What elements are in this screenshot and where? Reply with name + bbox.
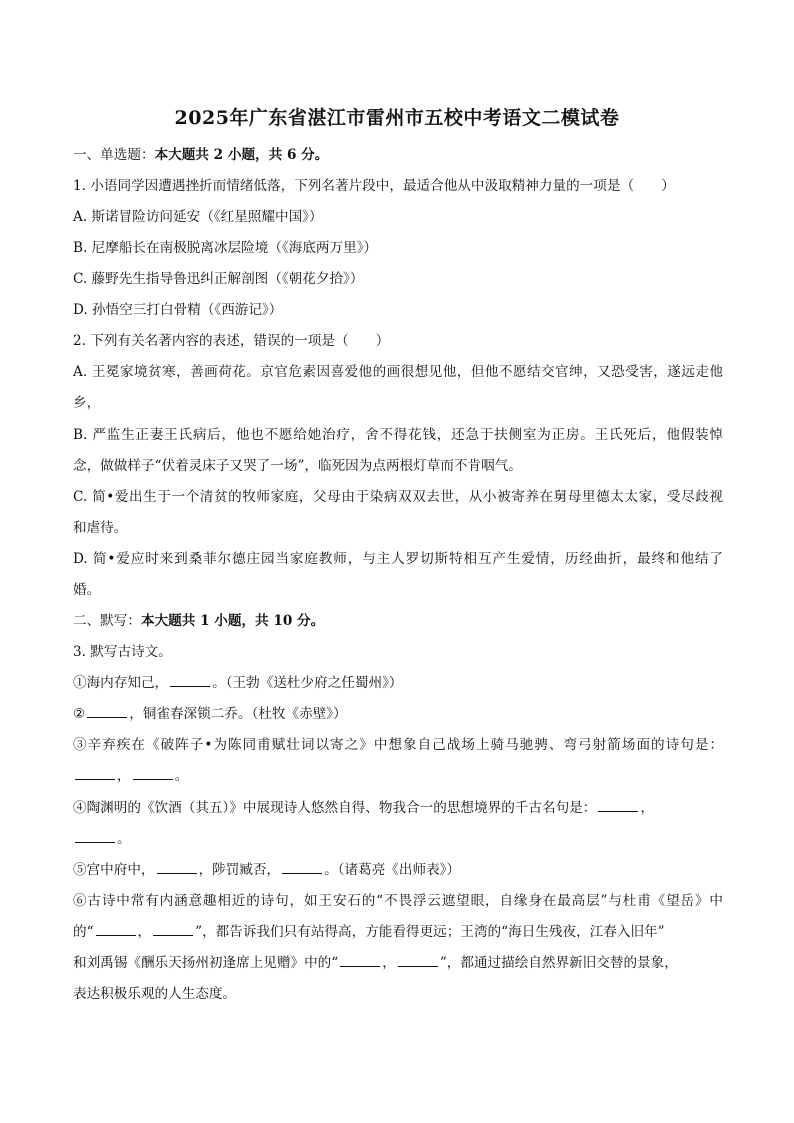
text: ，铜雀春深锁二乔。（杜牧《赤壁》） — [129, 706, 347, 722]
text: ② — [73, 706, 86, 722]
answer-blank[interactable] — [96, 923, 136, 936]
section-info: 本大题共 2 小题，共 6 分。 — [154, 147, 329, 163]
text: 。（诸葛亮《出师表》） — [324, 862, 461, 878]
text: ”，都通过描绘自然界新旧交替的景象， — [439, 955, 678, 971]
q2-option-a-line1: A. 王冕家境贫寒，善画荷花。京官危素因喜爱他的画很想见他，但他不愿结交官绅，又恐受害，遂远走他 — [73, 364, 723, 380]
text: ④陶渊明的《饮酒（其五）》中展现诗人悠然自得、物我合一的思想境界的千古名句是： — [73, 800, 597, 816]
q3-item-6-line2 — [73, 923, 723, 941]
q3-item-2 — [73, 705, 723, 723]
q3-item-6-line1: ⑥古诗中常有内涵意趣相近的诗句，如王安石的“不畏浮云遮望眼，自缘身在最高层”与杜甫《望岳》中 — [73, 893, 723, 909]
q3-item-4-line1 — [73, 799, 723, 817]
text: ， — [382, 955, 396, 971]
text: ①海内存知己， — [73, 675, 169, 691]
q2-option-a-line2: 乡， — [73, 395, 101, 411]
text: 。 — [117, 831, 131, 847]
section-heading-dictation — [73, 612, 723, 630]
answer-blank[interactable] — [170, 674, 210, 687]
answer-blank[interactable] — [282, 861, 322, 874]
section-info: 本大题共 1 小题，共 10 分。 — [140, 613, 325, 629]
q2-option-b-line1: B. 严监生正妻王氏病后，他也不愿给她治疗，舍不得花钱，还急于扶侧室为正房。王氏死后，他假装悼 — [73, 427, 723, 443]
text: 。（王勃《送杜少府之任蜀州》） — [212, 675, 403, 691]
q3-item-6-line4: 表达积极乐观的人生态度。 — [73, 986, 237, 1002]
question-1-stem: 1. 小语同学因遭遇挫折而情绪低落，下列名著片段中，最适合他从中汲取精神力量的一项是（ ） — [73, 178, 675, 194]
text: ， — [640, 800, 654, 816]
text: ， — [117, 768, 131, 784]
q3-item-3-line1: ③辛弃疾在《破阵子•为陈同甫赋壮词以寄之》中想象自己战场上骑马驰骋、弯弓射箭场面的诗句是： — [73, 737, 723, 753]
q2-option-b-line2: 念，做做样子“伏着灵床子又哭了一场”，临死因为点两根灯草而不肯咽气。 — [73, 458, 522, 474]
answer-blank[interactable] — [75, 830, 115, 843]
text: ， — [137, 924, 152, 940]
q3-item-5 — [73, 861, 723, 879]
q2-option-d-line2: 婚。 — [73, 582, 101, 598]
q1-option-c: C. 藤野先生指导鲁迅纠正解剖图（《朝花夕拾》） — [73, 271, 364, 287]
q1-option-b: B. 尼摩船长在南极脱离冰层险境（《海底两万里》） — [73, 240, 378, 256]
q3-item-3-line2 — [73, 767, 723, 785]
q2-option-c-line2: 和虐待。 — [73, 520, 128, 536]
section-number: 二、默写： — [73, 613, 141, 629]
q3-item-6-line3 — [73, 954, 723, 972]
text: ”，都告诉我们只有站得高，方能看得更远；王湾的“海日生残夜，江春入旧年” — [195, 924, 665, 940]
page-title: 2025年广东省湛江市雷州市五校中考语文二模试卷 — [174, 107, 620, 129]
text: 和刘禹锡《酬乐天扬州初逢席上见赠》中的“ — [73, 955, 339, 971]
text: 的“ — [73, 924, 94, 940]
answer-blank[interactable] — [133, 767, 173, 780]
answer-blank[interactable] — [398, 954, 438, 967]
text: ⑤宫中府中， — [73, 862, 155, 878]
section-heading-single-choice — [73, 146, 723, 164]
question-2-stem: 2. 下列有关名著内容的表述，错误的一项是（ ） — [73, 333, 390, 349]
answer-blank[interactable] — [340, 954, 380, 967]
answer-blank[interactable] — [153, 923, 193, 936]
q1-option-a: A. 斯诺冒险访问延安（《红星照耀中国》） — [73, 209, 323, 225]
text: ，陟罚臧否， — [198, 862, 281, 878]
answer-blank[interactable] — [598, 799, 638, 812]
q2-option-c-line1: C. 简•爱出生于一个清贫的牧师家庭，父母由于染病双双去世，从小被寄养在舅母里德太太家，受尽歧视 — [73, 489, 723, 505]
answer-blank[interactable] — [87, 705, 127, 718]
q3-item-1 — [73, 674, 723, 692]
section-number: 一、单选题： — [73, 147, 155, 163]
q3-item-4-line2 — [73, 830, 723, 848]
q2-option-d-line1: D. 简•爱应时来到桑菲尔德庄园当家庭教师，与主人罗切斯特相互产生爱情，历经曲折，最终和他结了 — [73, 551, 723, 567]
q1-option-d: D. 孙悟空三打白骨精（《西游记》） — [73, 302, 283, 318]
answer-blank[interactable] — [75, 767, 115, 780]
answer-blank[interactable] — [157, 861, 197, 874]
text: 。 — [174, 768, 189, 784]
question-3-stem: 3. 默写古诗文。 — [73, 644, 172, 660]
